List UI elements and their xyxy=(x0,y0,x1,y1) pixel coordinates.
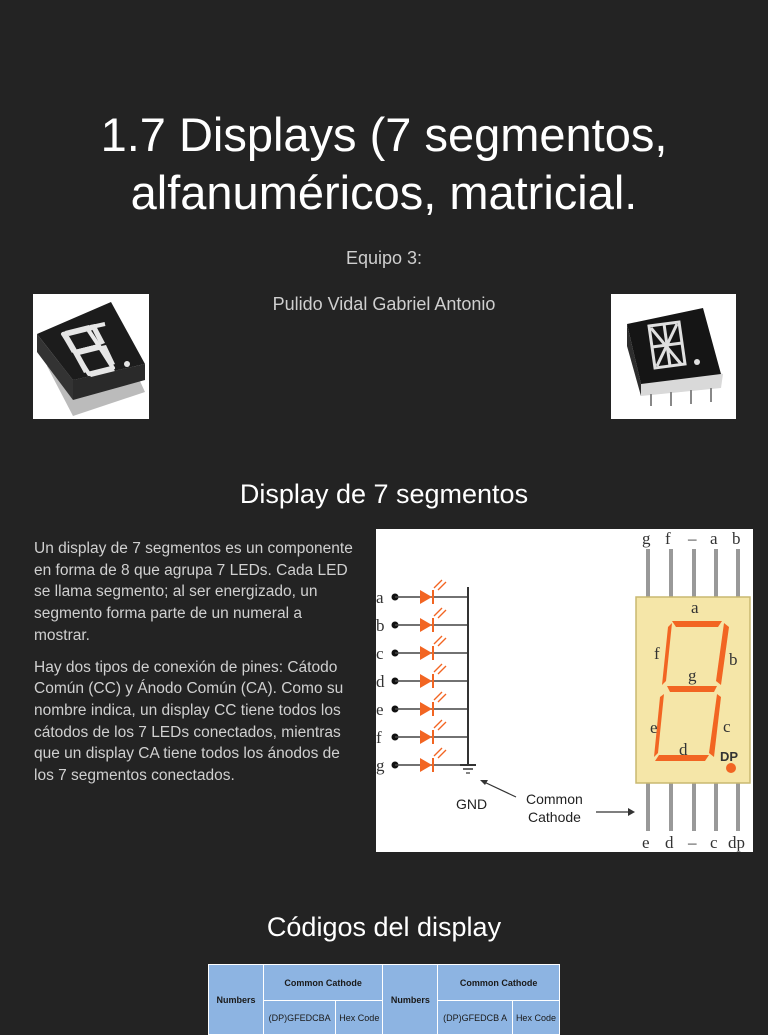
top-pin-label: g xyxy=(642,529,651,548)
title-line-1: 1.7 Displays (7 segmentos, xyxy=(100,108,668,161)
section-heading-codes: Códigos del display xyxy=(266,912,502,942)
bottom-pin xyxy=(692,783,696,831)
top-pin xyxy=(736,549,740,597)
top-pins xyxy=(642,529,741,597)
member-name: Pulido Vidal Gabriel Antonio xyxy=(272,294,496,314)
bottom-pin-label: d xyxy=(665,833,674,852)
top-pin-label: f xyxy=(665,529,671,548)
bottom-pin xyxy=(646,783,650,831)
body-text xyxy=(34,538,356,797)
led-diode-icon xyxy=(420,702,432,716)
diagram-svg xyxy=(376,529,753,852)
seg-label-d: d xyxy=(679,740,688,759)
alphanumeric-display-photo xyxy=(611,294,736,419)
team-label: Equipo 3: xyxy=(345,248,423,268)
gnd-label: GND xyxy=(456,796,488,812)
bottom-pins xyxy=(642,783,745,852)
numbers-header-2: Numbers xyxy=(383,965,438,1035)
led-diode-icon xyxy=(420,618,432,632)
led-label-c: c xyxy=(376,644,384,663)
bottom-pin xyxy=(669,783,673,831)
led-label-e: e xyxy=(376,700,384,719)
paragraph-2: Hay dos tipos de conexión de pines: Cátodo Común (CC) y Ánodo Común (CA). Como su nombre indica, un display CC tiene todos los cátodos de los 7 LEDs conectados, mientras que un display CA tiene todos los ánodos de los 7 segmentos conectados. xyxy=(34,658,344,785)
seven-segment-photo-image xyxy=(33,294,149,419)
page-title xyxy=(0,106,768,222)
title-line-2: alfanuméricos, matricial. xyxy=(130,166,638,219)
hex-header-1: Hex Code xyxy=(336,1001,383,1035)
segment-a xyxy=(672,621,722,627)
hex-header-2: Hex Code xyxy=(512,1001,559,1035)
top-pin xyxy=(714,549,718,597)
common-cathode-header-2: Common Cathode xyxy=(438,965,560,1001)
bits-header-1: (DP)GFEDCBA xyxy=(264,1001,336,1035)
bottom-pin xyxy=(714,783,718,831)
led-label-a: a xyxy=(376,588,384,607)
led-label-f: f xyxy=(376,728,382,747)
led-diode-icon xyxy=(420,730,432,744)
led-label-g: g xyxy=(376,756,385,775)
seven-segment-diagram xyxy=(376,529,753,852)
top-pin xyxy=(669,549,673,597)
common-label: Common xyxy=(526,791,583,807)
led-label-d: d xyxy=(376,672,385,691)
seven-segment-photo xyxy=(33,294,149,419)
seg-label-e: e xyxy=(650,718,658,737)
top-pin xyxy=(646,549,650,597)
paragraph-1: Un display de 7 segmentos es un componente en forma de 8 que agrupa 7 LEDs. Cada LED se llama segmento; al ser energizado, un segmento forma parte de un numeral a mostrar. xyxy=(34,540,353,644)
led-diode-icon xyxy=(420,758,432,772)
segment-dp xyxy=(726,763,736,773)
cathode-label: Cathode xyxy=(528,809,581,825)
bottom-pin-label: – xyxy=(688,833,697,852)
bottom-pin-label: dp xyxy=(728,833,745,852)
seg-label-a: a xyxy=(691,598,699,617)
seg-label-c: c xyxy=(723,717,731,736)
common-cathode-header-1: Common Cathode xyxy=(264,965,383,1001)
seg-label-f: f xyxy=(654,644,660,663)
led-label-b: b xyxy=(376,616,385,635)
top-pin-label: b xyxy=(732,529,741,548)
led-diode-icon xyxy=(420,646,432,660)
led-schematic xyxy=(376,580,468,775)
led-diode-icon xyxy=(420,590,432,604)
bottom-pin-label: e xyxy=(642,833,650,852)
bits-header-2: (DP)GFEDCB A xyxy=(438,1001,513,1035)
segment-g xyxy=(667,686,717,692)
section-heading-7-segment: Display de 7 segmentos xyxy=(239,479,529,509)
top-pin-label: a xyxy=(710,529,718,548)
seg-label-g: g xyxy=(688,666,697,685)
seg-label-dp: DP xyxy=(720,749,739,764)
display-codes-table xyxy=(208,964,560,1035)
alphanumeric-display-photo-image xyxy=(611,294,736,419)
numbers-header-1: Numbers xyxy=(209,965,264,1035)
top-pin-label: – xyxy=(688,529,697,548)
seg-label-b: b xyxy=(729,650,738,669)
bottom-pin xyxy=(736,783,740,831)
top-pin xyxy=(692,549,696,597)
bottom-pin-label: c xyxy=(710,833,718,852)
led-diode-icon xyxy=(420,674,432,688)
